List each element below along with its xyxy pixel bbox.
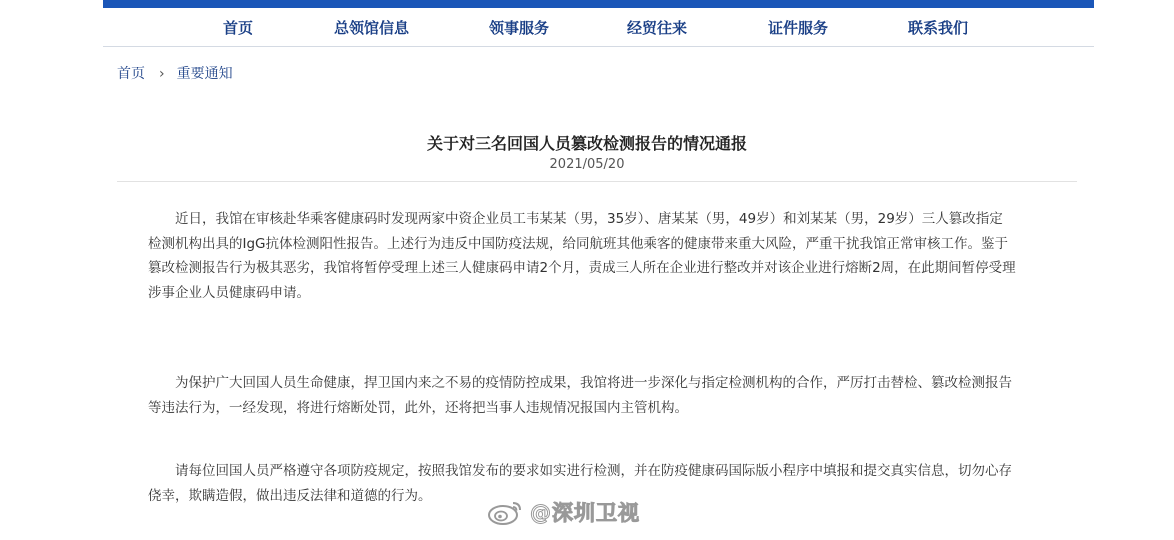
- article-title: 关于对三名回国人员篡改检测报告的情况通报: [426, 134, 747, 153]
- article-paragraph-1: [148, 207, 1080, 305]
- breadcrumb: [117, 63, 233, 83]
- paragraph-line: 涉事企业人员健康码申请。: [148, 284, 310, 301]
- paragraph-line: 等违法行为，一经发现，将进行熔断处罚，此外，还将把当事人违规情况报国内主管机构。: [148, 399, 688, 416]
- nav-item-consular-services[interactable]: 领事服务: [489, 19, 550, 37]
- paragraph-line: 近日，我馆在审核赴华乘客健康码时发现两家中资企业员工韦某某（男，35岁）、唐某某（男，49岁）和刘某某（男，29岁）三人篡改指定: [175, 211, 1003, 227]
- article-date: 2021/05/20: [549, 157, 625, 172]
- weibo-icon: [486, 497, 526, 527]
- title-divider: [117, 181, 1077, 182]
- paragraph-line: 侥幸，欺瞒造假，做出违反法律和道德的行为。: [148, 487, 432, 504]
- paragraph-line: 篡改检测报告行为极其恶劣，我馆将暂停受理上述三人健康码申请2个月，责成三人所在企业进行整改并对该企业进行熔断2周，在此期间暂停受理: [148, 260, 1016, 276]
- nav-item-home[interactable]: 首页: [223, 19, 254, 37]
- watermark: [486, 496, 640, 528]
- paragraph-line: 检测机构出具的IgG抗体检测阳性报告。上述行为违反中国防疫法规，给同航班其他乘客的健康带来重大风险，严重干扰我馆正常审核工作。鉴于: [148, 235, 1009, 252]
- nav-item-documents[interactable]: 证件服务: [768, 19, 829, 37]
- nav-item-trade[interactable]: 经贸往来: [627, 19, 688, 37]
- breadcrumb-current[interactable]: 重要通知: [176, 66, 233, 82]
- paragraph-line: 为保护广大回国人员生命健康，捍卫国内来之不易的疫情防控成果，我馆将进一步深化与指定检测机构的合作，严厉打击替检、篡改检测报告: [175, 375, 1012, 391]
- chevron-right-icon: ›: [159, 66, 165, 82]
- article-paragraph-2: [148, 371, 1080, 420]
- watermark-text: @深圳卫视: [530, 501, 640, 525]
- nav-item-consulate-info[interactable]: 总领馆信息: [334, 19, 410, 37]
- paragraph-line: 请每位回国人员严格遵守各项防疫规定，按照我馆发布的要求如实进行检测，并在防疫健康码国际版小程序中填报和提交真实信息，切勿心存: [175, 463, 1012, 479]
- top-accent-bar: [103, 0, 1094, 8]
- nav-item-contact[interactable]: 联系我们: [908, 19, 969, 37]
- breadcrumb-home[interactable]: 首页: [117, 66, 145, 82]
- main-nav: [103, 8, 1094, 47]
